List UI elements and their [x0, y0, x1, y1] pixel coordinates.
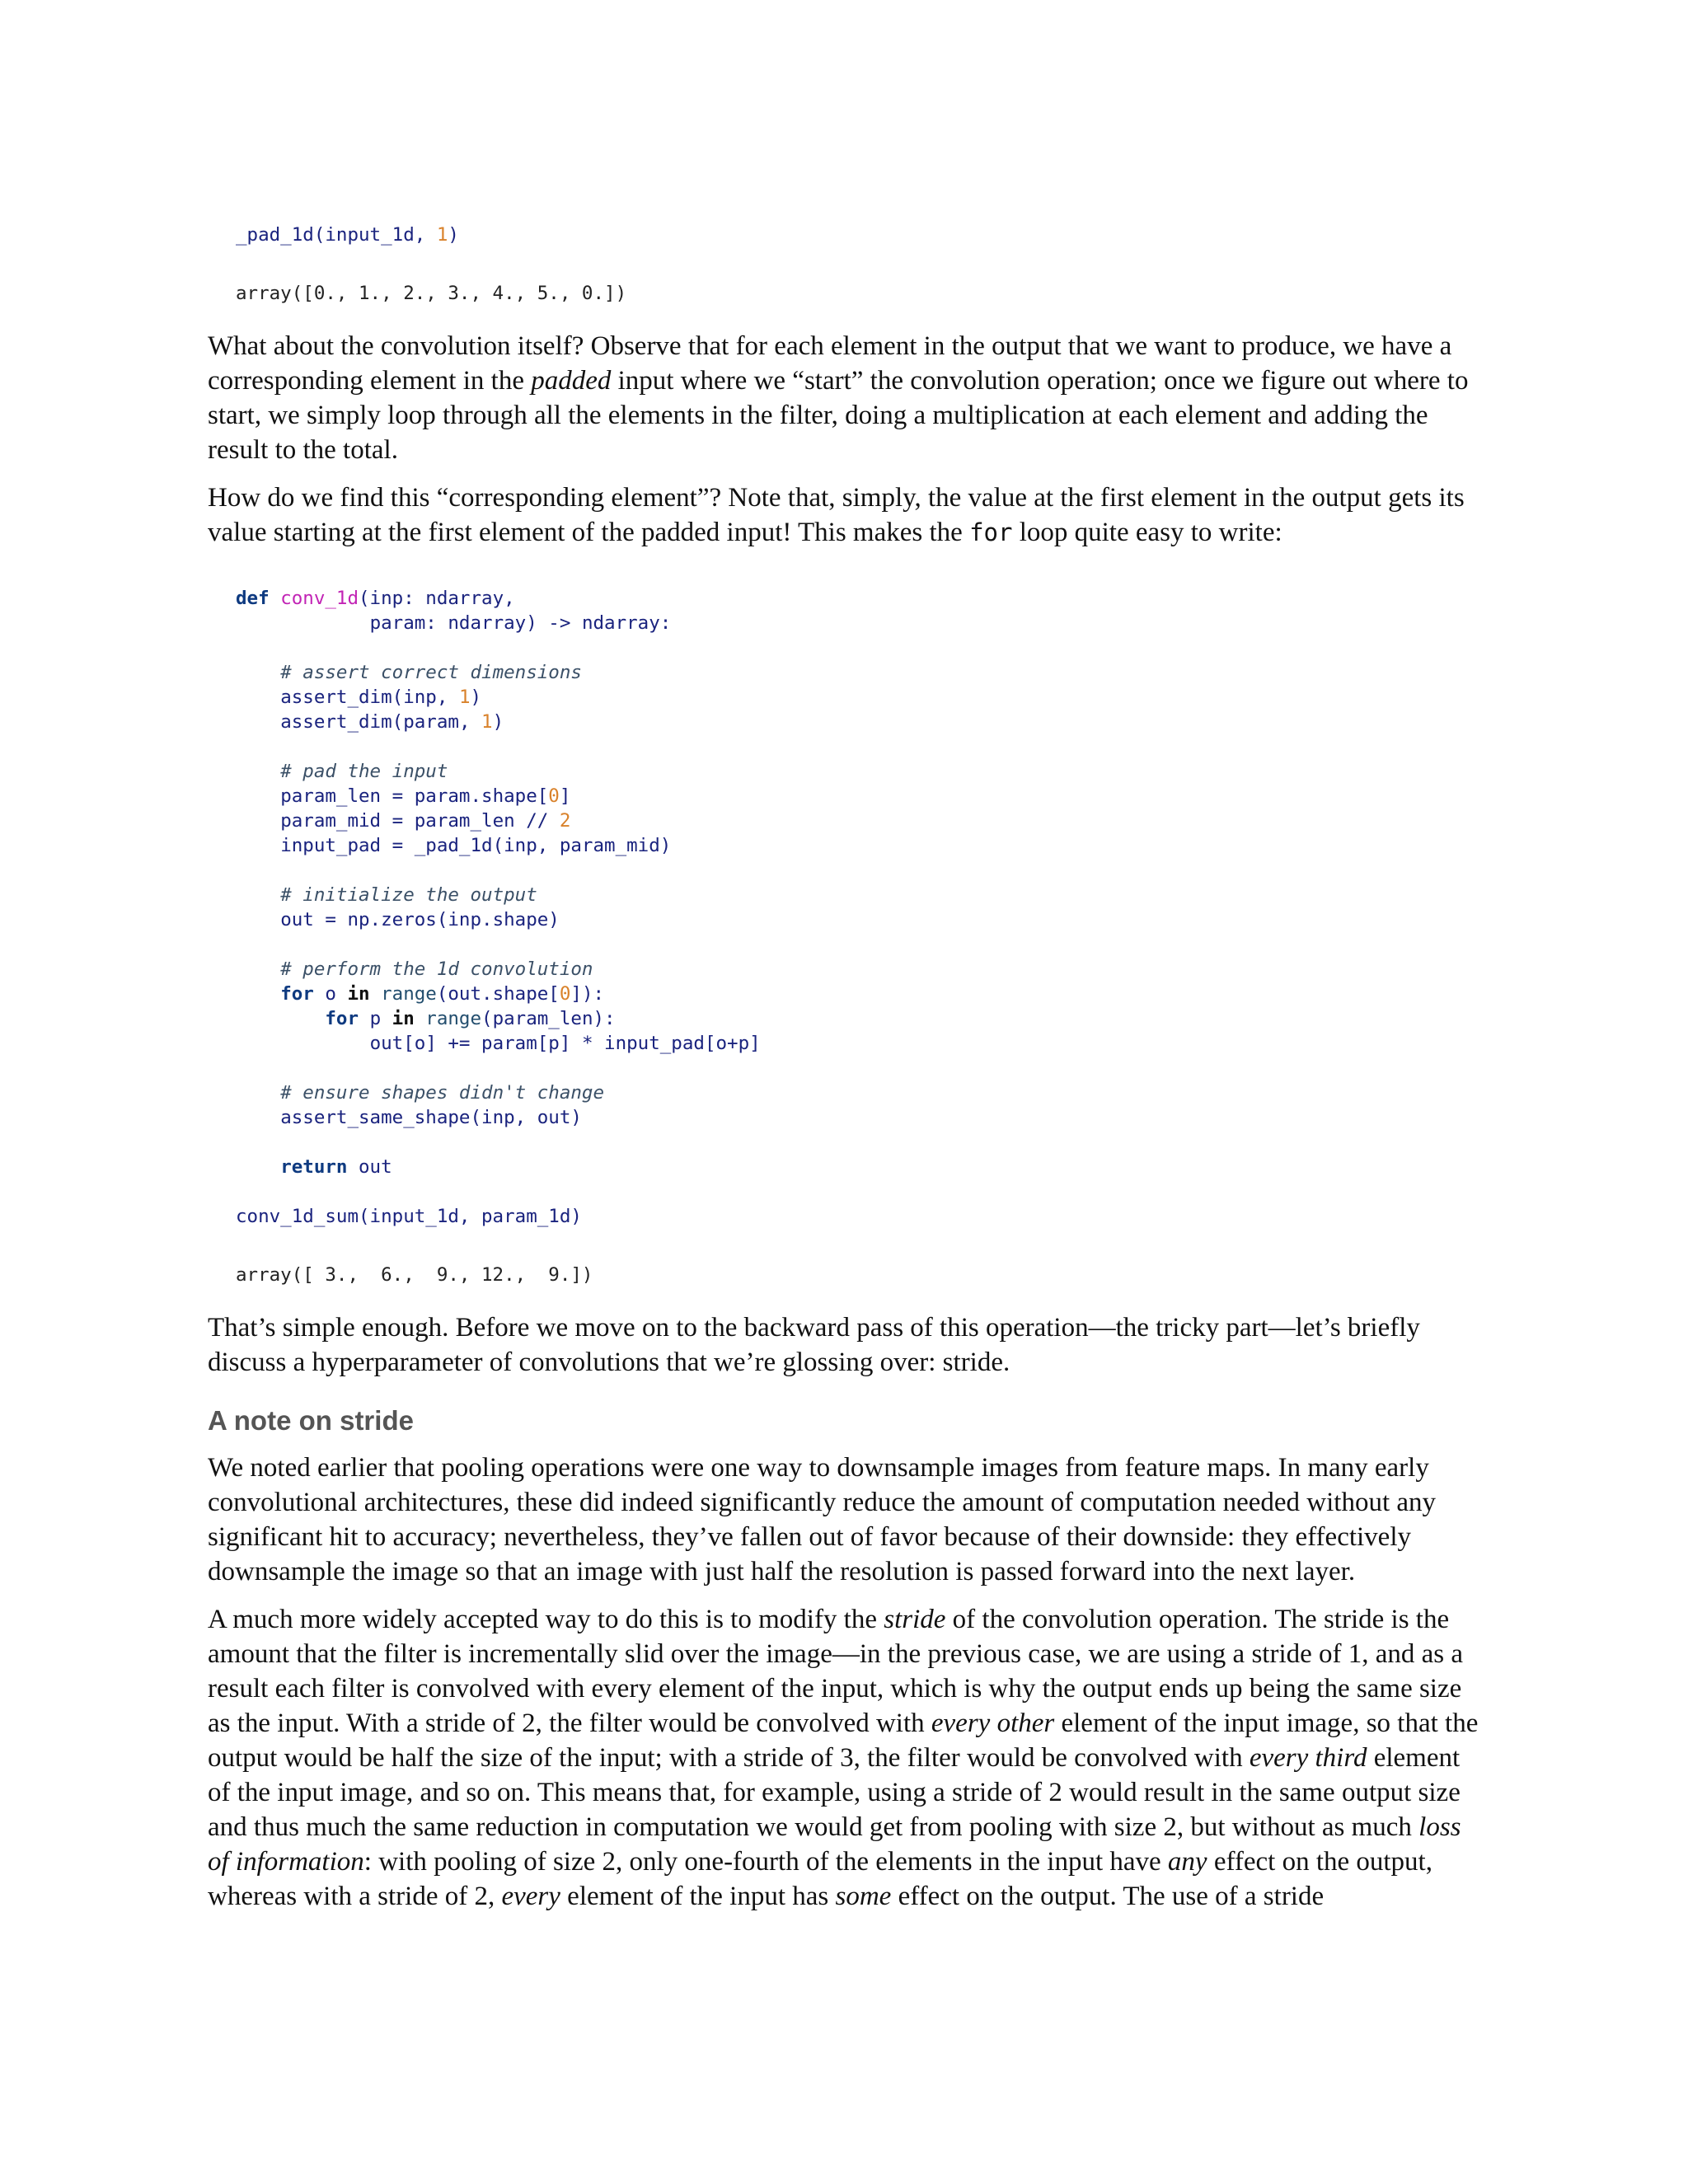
- code-line: out = np.zeros(inp.shape): [280, 909, 560, 930]
- code-line: (out.shape[: [436, 983, 560, 1005]
- code-number: 1: [481, 711, 493, 733]
- code-comment: # initialize the output: [280, 884, 537, 906]
- paragraph-simple-enough: That’s simple enough. Before we move on to the backward pass of this operation—the tricky part—let’s briefly discuss a hyperparameter of convolutions that we’re glossing over: stride.: [208, 1313, 1420, 1377]
- code-line: param_len = param.shape[: [280, 785, 549, 807]
- code-keyword: def: [236, 588, 270, 609]
- code-keyword: return: [280, 1156, 348, 1178]
- emphasis-every-third: every third: [1249, 1743, 1367, 1773]
- paragraph-stride: [208, 1602, 1481, 1914]
- inline-code-for: for: [969, 518, 1013, 546]
- emphasis-loss-of-information: loss of information: [208, 1812, 1461, 1877]
- paragraph-text: How do we find this “corresponding element”? Note that, simply, the value at the first element in the output gets its value starting at the first element of the padded input! This makes the: [208, 483, 1465, 547]
- emphasis-stride: stride: [884, 1605, 946, 1634]
- code-keyword: for: [325, 1008, 359, 1029]
- code-comment: # ensure shapes didn't change: [280, 1082, 605, 1104]
- paragraph-text: A much more widely accepted way to do this is to modify the: [208, 1605, 884, 1634]
- paragraph-text: effect on the output, whereas with a stride of 2,: [208, 1847, 1432, 1911]
- emphasis-padded: padded: [531, 366, 612, 396]
- code-block-pad-call: _pad_1d(input_1d, 1): [236, 224, 459, 246]
- paragraph-text: loop quite easy to write:: [1012, 518, 1282, 547]
- code-arg: inp: [403, 687, 437, 708]
- code-arg: param: [403, 711, 459, 733]
- paragraph-text: element of the input image, and so on. This means that, for example, using a stride of 2 would result in the same output size and thus much the same reduction in computation we would get from pooling with size 2, but without as much: [208, 1743, 1461, 1842]
- emphasis-some: some: [835, 1882, 892, 1911]
- emphasis-any: any: [1167, 1847, 1207, 1877]
- paragraph-convolution-itself: [208, 329, 1481, 467]
- code-line: (param_len):: [481, 1008, 616, 1029]
- output-block-conv: array([ 3., 6., 9., 12., 9.]): [236, 1264, 593, 1286]
- paragraph-text: element of the input image, so that the output would be half the size of the input; with a stride of 3, the filter would be convolved with: [208, 1708, 1479, 1773]
- paragraph-text: What about the convolution itself? Observe that for each element in the output that we want to produce, we have a corresponding element in the: [208, 331, 1452, 396]
- paragraph-pooling: We noted earlier that pooling operations were one way to downsample images from feature maps. In many early convolutional architectures, these did indeed significantly reduce the amount of computation needed without any significant hit to accuracy; nevertheless, they’ve fallen out of favor because of their downside: they effectively downsample the image so that an image with just half the resolution is passed forward into the next layer.: [208, 1453, 1437, 1586]
- code-signature: (inp: ndarray,: [359, 588, 515, 609]
- paragraph-text: : with pooling of size 2, only one-fourth of the elements in the input have: [363, 1847, 1168, 1877]
- code-call: assert_dim: [280, 711, 392, 733]
- emphasis-every-other: every other: [931, 1708, 1055, 1738]
- code-line: ]: [559, 785, 571, 807]
- code-var: p: [369, 1008, 382, 1029]
- code-number: 2: [559, 810, 571, 832]
- code-comment: # perform the 1d convolution: [280, 958, 593, 980]
- code-signature: param: ndarray) -> ndarray:: [369, 612, 672, 634]
- code-number: 0: [548, 785, 560, 807]
- code-keyword: in: [347, 983, 370, 1005]
- output-block-pad: array([0., 1., 2., 3., 4., 5., 0.]): [236, 283, 627, 304]
- code-var: o: [325, 983, 336, 1005]
- code-builtin: range: [381, 983, 437, 1005]
- code-number: 1: [458, 687, 471, 708]
- code-block-conv-1d: def conv_1d(inp: ndarray, param: ndarray) -> ndarray: # assert correct dimensions assert_dim(inp, 1) assert_dim(param, 1) # pad the input param_len = param.shape[0] param_mid = param_len // 2 input_pad = _pad_1d(inp, param_mid) # initialize the output out = np.zeros(inp.shape) # perform the 1d convolution for o in range(out.shape[0]): for p in range(param_len): out[o] += param[p] * input_pad[o+p] # ensure shapes didn't change assert_same_shape(inp, out) return out: [236, 588, 761, 1178]
- document-page: [208, 206, 1481, 1914]
- paragraph-text: element of the input has: [560, 1882, 836, 1911]
- paragraph-text: input where we “start” the convolution operation; once we figure out where to start, we simply loop through all the elements in the filter, doing a multiplication at each element and adding the result to the total.: [208, 366, 1469, 465]
- code-block-conv-call: conv_1d_sum(input_1d, param_1d): [236, 1206, 582, 1227]
- code-number: 1: [436, 224, 448, 246]
- code-var: out: [359, 1156, 392, 1178]
- code-keyword: in: [392, 1008, 415, 1029]
- code-line: assert_same_shape(inp, out): [280, 1107, 582, 1128]
- code-line: param_mid = param_len //: [280, 810, 560, 832]
- code-line: ]):: [570, 983, 605, 1005]
- code-call: assert_dim: [280, 687, 392, 708]
- paragraph-text: effect on the output. The use of a stride: [891, 1882, 1325, 1911]
- paragraph-text: of the convolution operation. The stride is the amount that the filter is incrementally slid over the image—in the previous case, we are using a stride of 1, and as a result each filter is convolved with every element of the input, which is why the output ends up being the same size as the input. With a stride of 2, the filter would be convolved with: [208, 1605, 1464, 1738]
- paragraph-corresponding-element: [208, 480, 1481, 550]
- code-fn-call: _pad_1d: [236, 224, 314, 246]
- code-comment: # pad the input: [280, 761, 448, 782]
- code-arg: input_1d: [325, 224, 415, 246]
- code-line: out[o] += param[p] * input_pad[o+p]: [369, 1033, 761, 1054]
- section-heading-stride: A note on stride: [208, 1405, 414, 1436]
- code-keyword: for: [280, 983, 314, 1005]
- code-builtin: range: [425, 1008, 482, 1029]
- code-number: 0: [559, 983, 571, 1005]
- emphasis-every: every: [501, 1882, 560, 1911]
- code-comment: # assert correct dimensions: [280, 662, 582, 683]
- code-function-name: conv_1d: [280, 588, 359, 609]
- code-line: input_pad = _pad_1d(inp, param_mid): [280, 835, 672, 856]
